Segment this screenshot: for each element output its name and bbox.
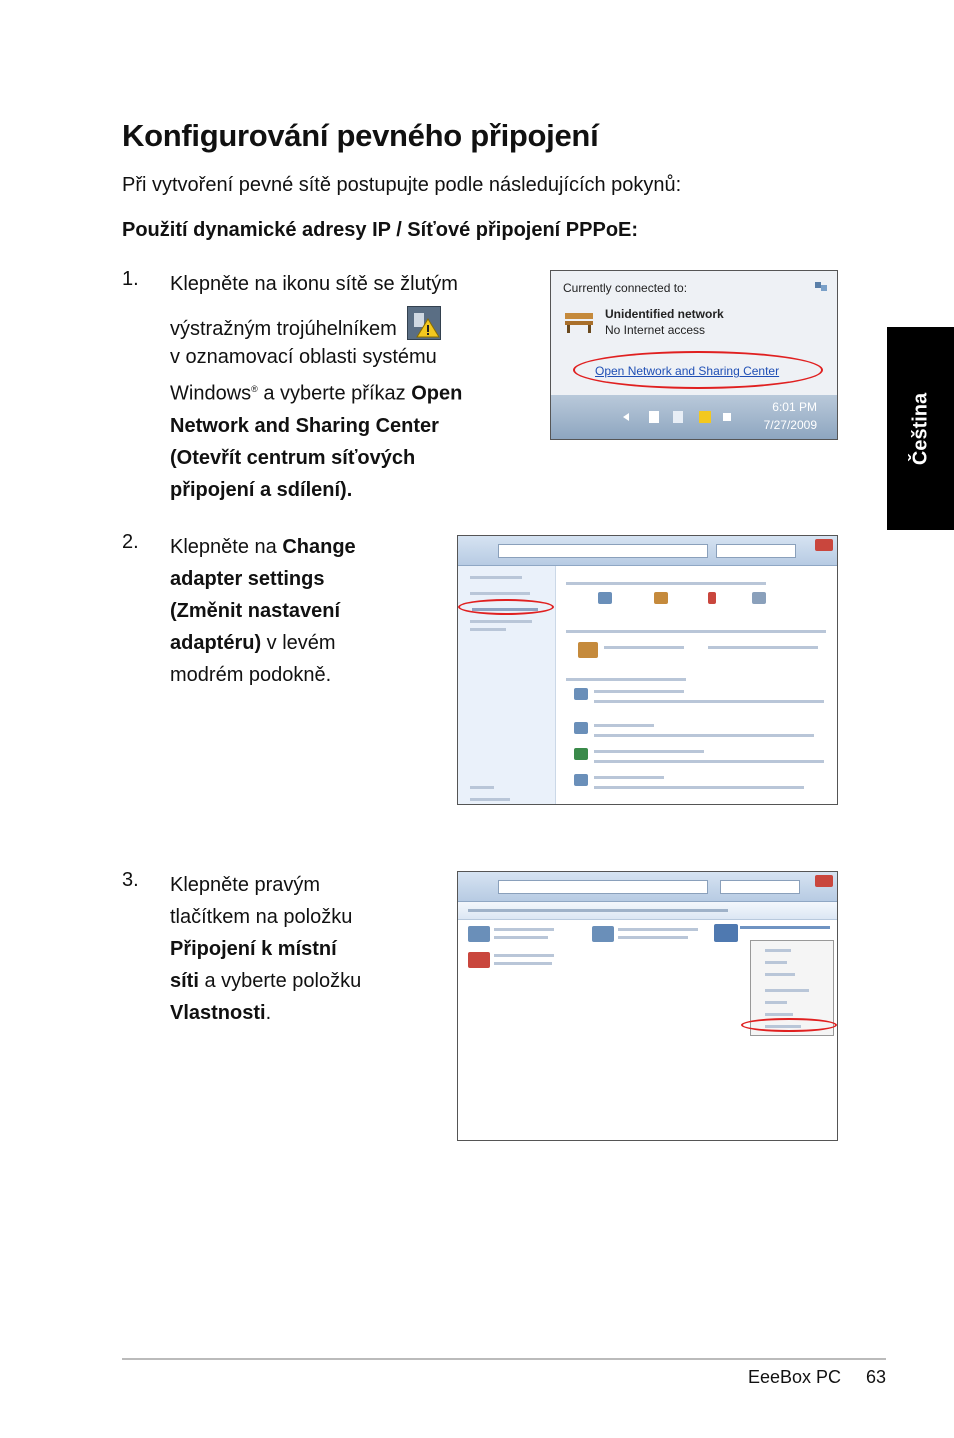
close-icon: [815, 539, 833, 551]
step-2-text: Klepněte na Change adapter settings (Změnit nastavení adaptéru) v levém modrém podokně.: [170, 536, 356, 686]
step-2-number: 2.: [122, 531, 139, 553]
intro-text: Při vytvoření pevné sítě postupujte podle následujících pokynů:: [122, 174, 682, 196]
network-icon: [813, 279, 829, 293]
language-tab-label: Čeština: [909, 392, 931, 465]
internet-access: No Internet access: [605, 323, 706, 337]
step-1-text: Klepněte na ikonu sítě se žlutým výstražným trojúhelníkem v oznamovací oblasti systému Windows® a vyberte příkaz Open Network and Sharing Center (Otevřít centrum síťových připojení a sdílení).: [170, 273, 463, 501]
highlight-circle: [458, 599, 554, 615]
page-number: 63: [866, 1367, 887, 1387]
subheading: Použití dynamické adresy IP / Síťové připojení PPPoE:: [122, 219, 639, 241]
network-warning-icon: [407, 306, 441, 340]
screenshot-sharing-center: [457, 535, 838, 805]
window-titlebar: [458, 536, 837, 566]
tray-icons: [621, 409, 741, 425]
highlight-circle: [741, 1018, 837, 1032]
bench-icon: [563, 307, 597, 333]
network-name: Unidentified network: [605, 307, 724, 321]
open-network-center-link[interactable]: Open Network and Sharing Center: [595, 364, 780, 378]
step-1-number: 1.: [122, 268, 139, 290]
close-icon: [815, 875, 833, 887]
connected-label: Currently connected to:: [563, 281, 688, 295]
taskbar: [551, 395, 837, 439]
window-titlebar: [458, 872, 837, 902]
language-tab: [887, 327, 954, 530]
toolbar: [458, 902, 837, 920]
clock-date: 7/27/2009: [763, 418, 817, 432]
clock-time: 6:01 PM: [772, 400, 817, 414]
footer-product: EeeBox PC: [748, 1367, 842, 1387]
step-3-number: 3.: [122, 869, 139, 891]
screenshot-network-connections: [457, 871, 838, 1141]
footer-divider: [122, 1358, 886, 1360]
step-3-text: Klepněte pravým tlačítkem na položku Připojení k místní síti a vyberte položku Vlastnosti.: [170, 874, 362, 1024]
screenshot-network-popup: [550, 270, 838, 440]
page-title: Konfigurování pevného připojení: [122, 118, 599, 153]
